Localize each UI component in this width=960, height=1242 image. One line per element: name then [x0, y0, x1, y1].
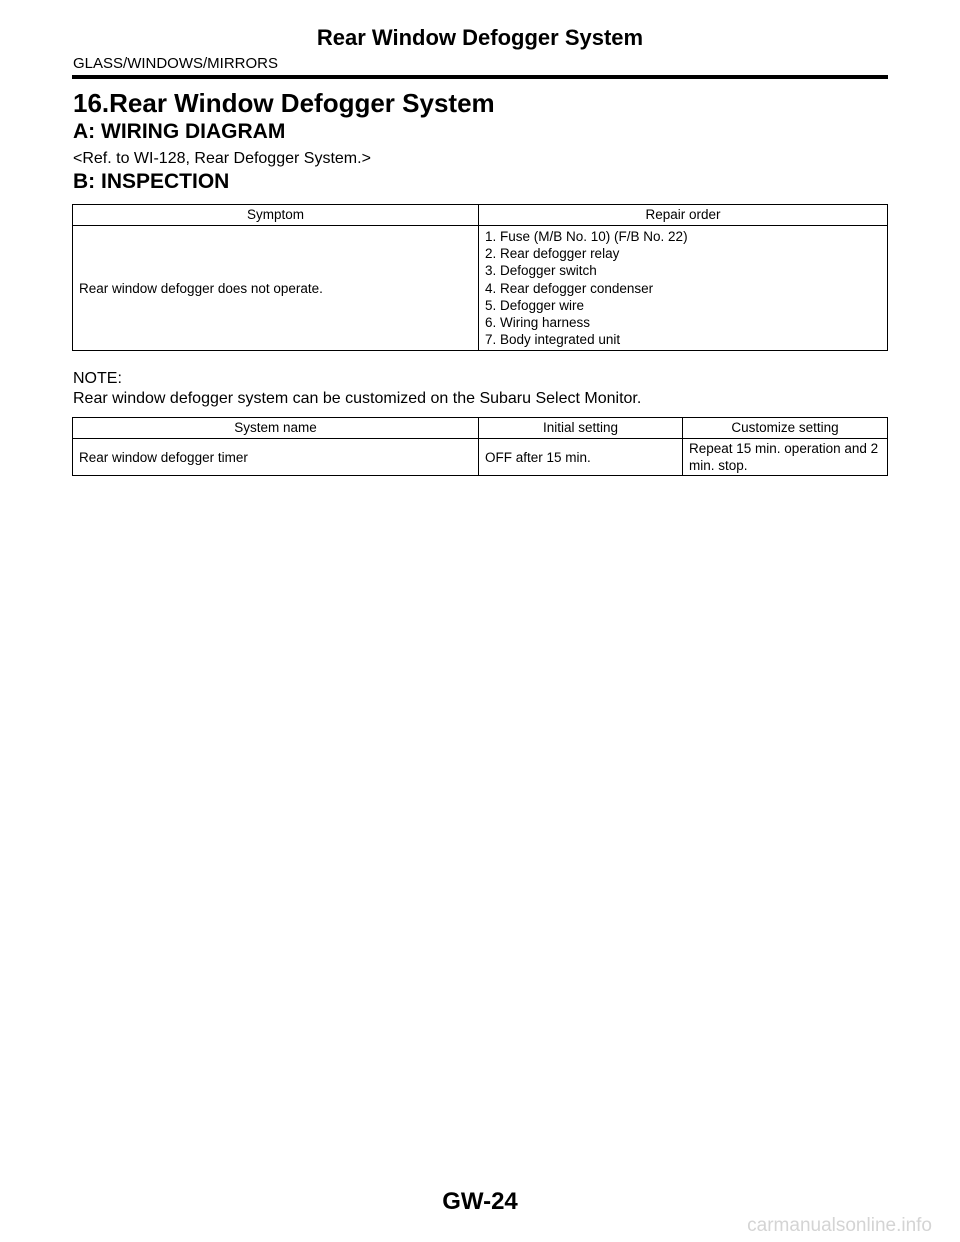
note-label: NOTE: [73, 370, 122, 387]
wiring-diagram-heading: A: WIRING DIAGRAM [73, 120, 286, 143]
inspection-table [72, 204, 888, 351]
table-header-row [73, 418, 888, 439]
list-item: 1. Fuse (M/B No. 10) (F/B No. 22) [485, 229, 688, 244]
system-name-cell: Rear window defogger timer [73, 439, 479, 476]
inspection-heading: B: INSPECTION [73, 170, 230, 193]
list-item: 3. Defogger switch [485, 263, 597, 279]
list-item: 6. Wiring harness [485, 315, 591, 331]
note-text: Rear window defogger system can be customized on the Subaru Select Monitor. [73, 390, 642, 407]
list-item: 5. Defogger wire [485, 297, 585, 313]
column-header-symptom: Symptom [73, 205, 479, 226]
page-header-category: GLASS/WINDOWS/MIRRORS [73, 55, 279, 72]
list-item: 4. Rear defogger condenser [485, 280, 654, 296]
repair-order-cell [479, 226, 888, 351]
column-header-system-name: System name [73, 418, 479, 439]
initial-setting-cell: OFF after 15 min. [479, 439, 683, 476]
table-row [73, 226, 888, 351]
section-title: 16.Rear Window Defogger System [73, 88, 495, 118]
table-row [73, 439, 888, 476]
column-header-customize-setting: Customize setting [683, 418, 888, 439]
wiring-diagram-reference-link[interactable]: <Ref. to WI-128, Rear Defogger System.> [73, 150, 371, 167]
table-header-row [73, 205, 888, 226]
repair-order-list [485, 226, 881, 350]
list-item: 7. Body integrated unit [485, 332, 621, 348]
watermark: carmanualsonline.info [747, 1215, 932, 1236]
column-header-initial-setting: Initial setting [479, 418, 683, 439]
symptom-cell: Rear window defogger does not operate. [73, 226, 479, 351]
column-header-repair-order: Repair order [479, 205, 888, 226]
page-number: GW-24 [442, 1188, 518, 1215]
header-divider [72, 75, 888, 79]
page-header-title: Rear Window Defogger System [316, 25, 644, 50]
customize-setting-cell: Repeat 15 min. operation and 2 min. stop. [683, 439, 888, 476]
customize-table [72, 417, 888, 476]
list-item: 2. Rear defogger relay [485, 246, 620, 262]
